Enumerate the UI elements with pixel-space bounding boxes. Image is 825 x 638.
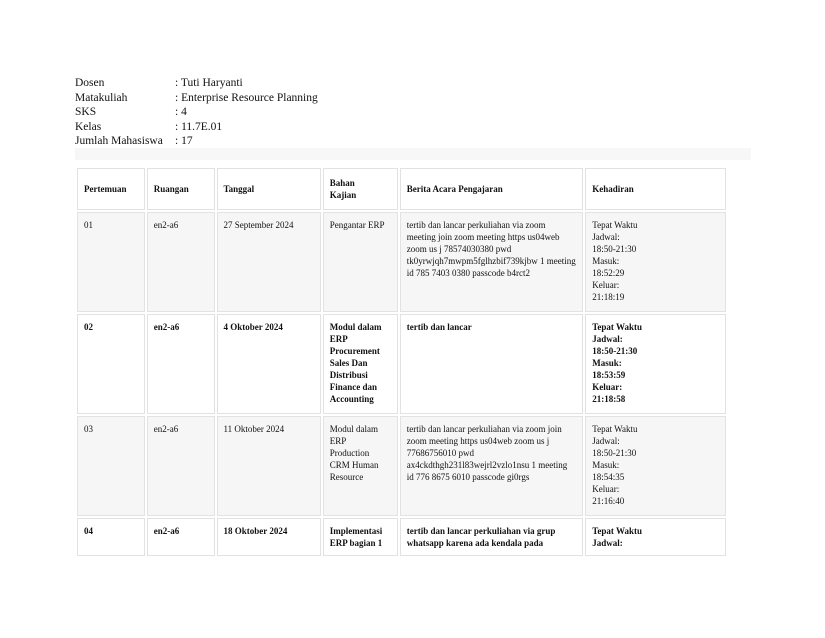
info-value: : 17 <box>175 135 193 147</box>
kehadiran-line: Keluar: <box>592 280 620 290</box>
header-berita-acara: Berita Acara Pengajaran <box>400 168 583 210</box>
info-label: SKS <box>75 106 97 118</box>
bahan-kajian-line: Accounting <box>329 394 374 404</box>
cell-bahan-kajian <box>323 416 398 516</box>
cell-berita-acara: tertib dan lancar perkuliahan via grup whatsapp karena ada kendala pada <box>400 518 583 556</box>
bahan-kajian-line: Procurement <box>329 346 380 356</box>
kehadiran-line: Tepat Waktu <box>592 424 638 434</box>
bahan-kajian-line: Implementasi <box>329 526 383 536</box>
bahan-kajian-line: Modul dalam <box>329 322 382 332</box>
kehadiran-line: 21:18:58 <box>592 394 626 404</box>
kehadiran-line: 18:54:35 <box>592 472 625 482</box>
kehadiran-line: Keluar: <box>592 484 620 494</box>
bahan-kajian-line: Distribusi <box>329 370 368 380</box>
info-row-jumlah-mahasiswa <box>75 134 318 149</box>
kehadiran-line: Jadwal: <box>592 436 620 446</box>
bahan-kajian-line: Finance dan <box>329 382 377 392</box>
bahan-kajian-line: Sales Dan <box>329 358 368 368</box>
info-value: : 11.7E.01 <box>175 120 223 133</box>
cell-tanggal: 27 September 2024 <box>217 212 321 312</box>
kehadiran-line: Jadwal: <box>592 232 620 242</box>
cell-tanggal: 4 Oktober 2024 <box>217 314 321 414</box>
cell-ruangan: en2-a6 <box>147 314 215 414</box>
table-row <box>77 518 726 556</box>
header-tanggal: Tanggal <box>217 168 321 210</box>
kehadiran-line: Tepat Waktu <box>592 220 638 230</box>
info-label: Jumlah Mahasiswa <box>75 135 163 147</box>
cell-ruangan: en2-a6 <box>147 212 215 312</box>
cell-bahan-kajian <box>323 314 398 414</box>
bahan-kajian-line: ERP <box>329 436 347 446</box>
cell-kehadiran <box>585 314 726 414</box>
header-pertemuan: Pertemuan <box>77 168 145 210</box>
cell-bahan-kajian <box>323 212 398 312</box>
kehadiran-line: 18:50-21:30 <box>592 346 638 356</box>
cell-pertemuan: 03 <box>77 416 145 516</box>
cell-pertemuan: 01 <box>77 212 145 312</box>
course-info <box>75 76 318 149</box>
cell-kehadiran <box>585 416 726 516</box>
bahan-kajian-line: Pengantar ERP <box>329 220 385 230</box>
cell-pertemuan: 04 <box>77 518 145 556</box>
header-kehadiran: Kehadiran <box>585 168 726 210</box>
bahan-kajian-line: ERP <box>329 334 348 344</box>
cell-berita-acara: tertib dan lancar perkuliahan via zoom meeting join zoom meeting https us04web zoom us j 78574030380 pwd tk0yrwjqh7mwpm5fglhzbif739kjbw 1 meeting id 785 7403 0380 passcode b4rct2 <box>400 212 583 312</box>
cell-pertemuan: 02 <box>77 314 145 414</box>
header-bahan-kajian-line: Kajian <box>329 190 357 200</box>
bahan-kajian-line: Production <box>329 448 370 458</box>
info-value: : 4 <box>175 106 187 118</box>
cell-kehadiran <box>585 518 726 556</box>
info-label: Dosen <box>75 77 105 89</box>
attendance-table <box>75 166 728 558</box>
cell-tanggal: 11 Oktober 2024 <box>217 416 321 516</box>
info-label: Matakuliah <box>75 91 128 104</box>
info-row-dosen <box>75 76 318 91</box>
bahan-kajian-line: Resource <box>329 472 364 482</box>
kehadiran-line: Tepat Waktu <box>592 322 643 332</box>
kehadiran-line: 18:50-21:30 <box>592 448 637 458</box>
cell-tanggal: 18 Oktober 2024 <box>217 518 321 556</box>
cell-bahan-kajian <box>323 518 398 556</box>
bahan-kajian-line: ERP bagian 1 <box>329 538 383 548</box>
info-row-matakuliah <box>75 91 318 106</box>
bahan-kajian-line: Modul dalam <box>329 424 378 434</box>
cell-ruangan: en2-a6 <box>147 416 215 516</box>
info-row-sks <box>75 105 318 120</box>
header-bahan-kajian <box>323 168 398 210</box>
cell-kehadiran <box>585 212 726 312</box>
kehadiran-line: Tepat Waktu <box>592 526 643 536</box>
header-ruangan: Ruangan <box>147 168 215 210</box>
header-bahan-kajian-line: Bahan <box>329 178 355 188</box>
kehadiran-line: Masuk: <box>592 358 622 368</box>
cell-berita-acara: tertib dan lancar perkuliahan via zoom join zoom meeting https us04web zoom us j 77686756010 pwd ax4ckdthgh231l83wejrl2vzlo1nsu 1 meeting id 776 8675 6010 passcode gi0rgs <box>400 416 583 516</box>
kehadiran-line: 21:16:40 <box>592 496 625 506</box>
kehadiran-line: Jadwal: <box>592 334 623 344</box>
kehadiran-line: Masuk: <box>592 256 620 266</box>
kehadiran-line: Keluar: <box>592 382 623 392</box>
table-row <box>77 212 726 312</box>
kehadiran-line: 21:18:19 <box>592 292 625 302</box>
table-row <box>77 416 726 516</box>
cell-berita-acara: tertib dan lancar <box>400 314 583 414</box>
kehadiran-line: Masuk: <box>592 460 620 470</box>
info-label: Kelas <box>75 120 102 133</box>
table-row <box>77 314 726 414</box>
kehadiran-line: Jadwal: <box>592 538 623 548</box>
info-value: : Tuti Haryanti <box>175 77 243 89</box>
table-header-row <box>77 168 726 210</box>
kehadiran-line: 18:50-21:30 <box>592 244 637 254</box>
info-row-kelas <box>75 120 318 135</box>
cell-ruangan: en2-a6 <box>147 518 215 556</box>
separator-band <box>75 148 751 160</box>
kehadiran-line: 18:53:59 <box>592 370 626 380</box>
info-value: : Enterprise Resource Planning <box>175 91 318 104</box>
kehadiran-line: 18:52:29 <box>592 268 625 278</box>
bahan-kajian-line: CRM Human <box>329 460 379 470</box>
